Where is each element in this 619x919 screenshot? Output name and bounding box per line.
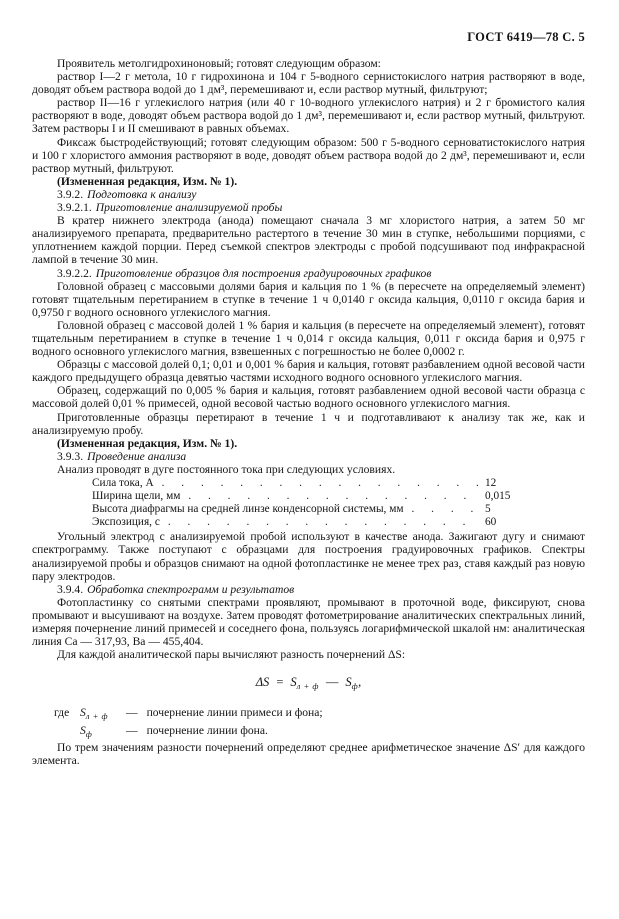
where-line-1 xyxy=(54,706,585,723)
where-definition-1: почернение линии примеси и фона; xyxy=(146,706,323,720)
paragraph-electrode-anode: Угольный электрод с анализируемой пробой используют в качестве анода. Зажигают дугу и снимают спектрограмму. Также поступают с образцами для построения градуировочных графиков. Спектры анализируемой пробы и образцов снимают на одной фотопластинке не менее трех раз, ставя каждый раз новую пару электродов. xyxy=(32,530,585,583)
condition-value: 12 xyxy=(485,477,497,489)
paragraph-sample-preparation: В кратер нижнего электрода (анода) помещают сначала 3 мг хлористого натрия, а затем 50 мг анализируемого препарата, предварительно растертого в течение 30 мин в ступке, небольшими порциями, с уплотнением каждой порции. Перед съемкой спектров электроды с пробой подсушивают под инфракрасной лампой в течение 30 мин. xyxy=(32,214,585,267)
page-header-gost-ref: ГОСТ 6419—78 С. 5 xyxy=(467,30,585,44)
formula-term2: S xyxy=(345,675,352,690)
paragraph-head-sample-2: Головной образец с массовой долей 1 % бария и кальция (в пересчете на определяемый элемент), готовят тщательным перетиранием в ступке в течение 1 ч 0,014 г оксида кальция, 0,011 г оксида бария и 0,975 г водного основного углекислого магния, взвешенных с погрешностью не более 0,0002 г. xyxy=(32,318,585,359)
condition-label: Сила тока, А xyxy=(92,477,154,489)
heading-number: 3.9.4. xyxy=(57,582,84,596)
heading-number: 3.9.2.1. xyxy=(57,201,92,215)
heading-number: 3.9.2.2. xyxy=(57,266,92,280)
heading-3-9-2 xyxy=(32,188,585,201)
heading-title: Приготовление анализируемой пробы xyxy=(95,201,283,215)
formula-term1-subscript: л + ф xyxy=(296,681,319,692)
heading-number: 3.9.3. xyxy=(57,449,84,463)
formula-term1: S xyxy=(290,675,297,690)
paragraph-developer: Проявитель метолгидрохиноновый; готовят следующим образом: xyxy=(57,57,381,70)
formula-term2-subscript: ф xyxy=(351,681,359,692)
paragraph-head-sample-1: Головной образец с массовыми долями бария и кальция по 1 % (в пересчете на определяемый элемент) готовят тщательным перетиранием в ступке в течение 1 ч 0,0140 г оксида кальция, 0,0110 г оксида бария и 0,9750 г водного основного углекислого магния. xyxy=(32,279,585,319)
formula-equals: = xyxy=(276,675,284,690)
heading-title: Подготовка к анализу xyxy=(87,187,197,201)
condition-value: 5 xyxy=(485,503,491,516)
heading-number: 3.9.2. xyxy=(57,187,84,201)
condition-label: Высота диафрагмы на средней линзе конденсорной системы, мм xyxy=(92,503,404,516)
dot-leader xyxy=(188,490,479,503)
formula-comma: , xyxy=(358,675,362,690)
where-symbol-1 xyxy=(80,706,126,723)
where-line-2 xyxy=(54,724,585,741)
condition-row-exposure xyxy=(92,516,585,529)
symbol-subscript: л + ф xyxy=(85,711,109,722)
condition-label: Ширина щели, мм xyxy=(92,490,181,503)
condition-label: Экспозиция, с xyxy=(92,516,160,529)
conditions-list xyxy=(92,477,585,529)
paragraph-grinding: Приготовленные образцы перетирают в течение 1 ч и подготавливают к анализу так же, как и анализируемую пробу. xyxy=(32,410,585,437)
paragraph-dilution-series: Образцы с массовой долей 0,1; 0,01 и 0,001 % бария и кальция, готовят разбавлением одной весовой части каждого предыдущего образца девятью частями исходного водного основного углекислого магния. xyxy=(32,358,585,385)
heading-title: Приготовление образцов для построения градуировочных графиков xyxy=(95,266,432,280)
where-intro: где xyxy=(54,706,70,720)
formula-delta-s xyxy=(32,675,585,693)
paragraph-photoplate-processing: Фотопластинку со снятыми спектрами проявляют, промывают в проточной воде, фиксируют, снова промывают и высушивают на воздухе. Затем проводят фотометрирование аналитических спектральных линий, измеряя почернение линий примесей и соседнего фона, пользуясь логарифмической шкалой нм: аналитическая линия Са — 317,93, Ва — 455,404. xyxy=(32,595,585,649)
condition-row-diaphragm-height xyxy=(92,503,585,516)
paragraph-solution-1: раствор I—2 г метола, 10 г гидрохинона и 104 г 5-водного сернистокислого натрия растворяют в воде, доводят объем раствора водой до 1 дм³, перемешивают и, если раствор мутный, фильтруют; xyxy=(32,70,585,97)
symbol-s: S xyxy=(80,723,86,737)
symbol-subscript: ф xyxy=(85,728,93,739)
paragraph-fixer: Фиксаж быстродействующий; готовят следующим образом: 500 г 5-водного серноватистокислого натрия и 100 г хлористого аммония растворяют в воде, доводят объем раствора водой до 2 дм³, перемешивают и, если раствор мутный, фильтруют. xyxy=(32,135,585,175)
dot-leader xyxy=(412,503,479,516)
symbol-s: S xyxy=(80,706,86,720)
heading-3-9-2-1 xyxy=(32,201,585,214)
condition-value: 60 xyxy=(485,516,497,529)
amended-note-2: (Измененная редакция, Изм. № 1). xyxy=(57,436,238,450)
paragraph-delta-s-intro: Для каждой аналитической пары вычисляют разность почернений ΔS: xyxy=(57,648,406,662)
heading-3-9-3 xyxy=(32,450,585,463)
paragraph-mean-value: По трем значениям разности почернений определяют среднее арифметическое значение ΔS′ для каждого элемента. xyxy=(32,741,585,768)
paragraph-sample-0005: Образец, содержащий по 0,005 % бария и кальция, готовят разбавлением одной весовой части образца с массовой долей 0,01 % примесей, одной весовой частью водного основного углекислого магния. xyxy=(32,384,585,411)
paragraph-analysis-conditions-intro: Анализ проводят в дуге постоянного тока при следующих условиях. xyxy=(57,462,396,476)
where-definition-2: почернение линии фона. xyxy=(146,723,268,737)
dot-leader xyxy=(168,516,479,529)
amended-note-1: (Измененная редакция, Изм. № 1). xyxy=(57,174,238,188)
where-symbol-2 xyxy=(80,724,126,741)
heading-title: Обработка спектрограмм и результатов xyxy=(87,582,295,596)
paragraph-solution-2: раствор II—16 г углекислого натрия (или 40 г 10-водного углекислого натрия) и 2 г бромистого калия растворяют в воде, доводят объем раствора водой до 1 дм³, перемешивают и, если раствор мутный, фильтруют. Затем растворы I и II смешивают в равных объемах. xyxy=(32,96,585,136)
heading-title: Проведение анализа xyxy=(87,449,187,463)
where-block xyxy=(54,706,585,741)
where-dash: — xyxy=(126,723,138,737)
formula-minus: — xyxy=(325,675,339,690)
formula-lhs: ΔS xyxy=(255,675,270,690)
condition-row-slit-width xyxy=(92,490,585,503)
heading-3-9-4 xyxy=(32,583,585,596)
where-dash: — xyxy=(126,706,138,720)
dot-leader xyxy=(162,477,479,490)
heading-3-9-2-2 xyxy=(32,267,585,280)
condition-value: 0,015 xyxy=(485,490,511,503)
condition-row-current xyxy=(92,477,585,490)
